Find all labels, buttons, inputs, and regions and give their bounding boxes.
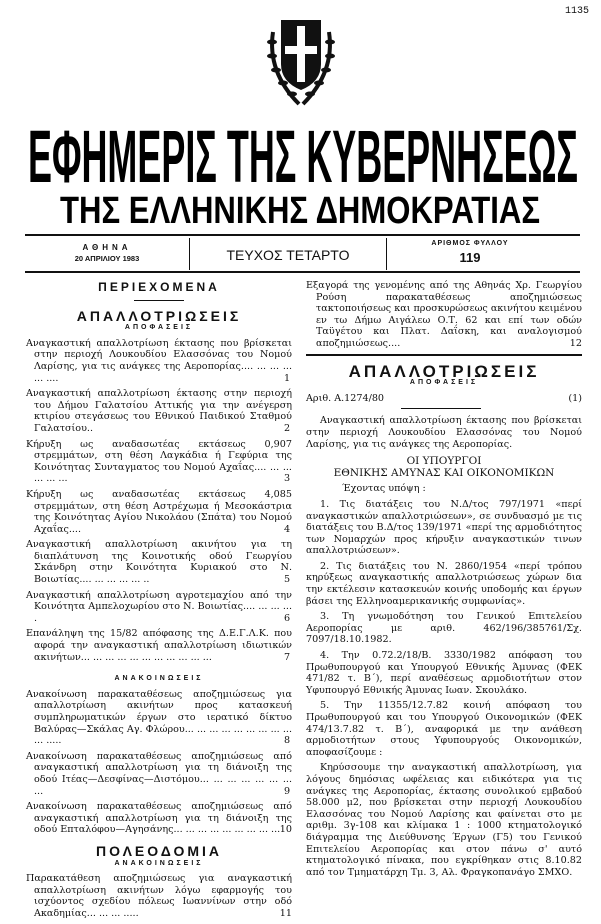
paragraph: 4. Την 0.72.2/18/Β. 3330/1982 απόφαση του Πρωθυπουργού και Υπουργού Εθνικής Άμυνας (ΦΕΚ 471/82 τ. Β΄), περί αναθέσεως αρμοδιοτήτων στον Υφυπουργό Εθνικής Άμυνας Ιωαν. Σκουλάκο.: [306, 650, 582, 696]
contents-entry[interactable]: Εξαγορά της γενομένης από της Αθηνάς Χρ. Γεωργίου Ρούση παρακαταθέσεως αποζημιώσεως τακτοποιήσεως και προσκυρώσεως ακινήτου κειμένου εν τω Δήμω Αιγάλεω Ο.Τ. 62 και επί των οδών Ταϋγέτου και Πλατ. Δαΐσκη, και αναλογισμού αποζημιώσεως.... 12: [306, 280, 582, 349]
contents-entry[interactable]: Επανάληψη της 15/82 απόφασης της Δ.Ε.Γ.Λ.Κ. που αφορά την αναγκαστική απαλλοτρίωση ιδιωτικών ακινήτων... ... ... ... ... ... ... ... ... ... ... 7: [26, 628, 292, 663]
section-subtitle: ΑΝΑΚΟΙΝΩΣΕΙΣ: [114, 859, 204, 867]
masthead-subtitle: [60, 190, 540, 232]
issue-series: ΤΕΥΧΟΣ ΤΕΤΑΡΤΟ: [226, 247, 350, 263]
contents-entry[interactable]: Ανακοίνωση παρακαταθέσεως αποζημιώσεως από αναγκαστική απαλλοτρίωση για τη διάνοιξη της οδού Επταλόφου—Αγησάνης... ... ... ... ... ... ... ... ... 10: [26, 801, 292, 836]
divider: [401, 408, 481, 409]
greek-coat-of-arms-icon: [263, 12, 339, 112]
contents-entry[interactable]: Παρακατάθεση αποζημιώσεως για αναγκαστική απαλλοτρίωση ακινήτων λόγω εφαρμογής του ισχύοντος σχεδίου πόλεως Ιωαννίνων στην οδό Ακαδημίας... ... ... ..... 11: [26, 873, 292, 919]
masthead-title: [28, 115, 578, 198]
contents-entry[interactable]: Ανακοίνωση παρακαταθέσεως αποζημιώσεως για απαλλοτρίωση ακινήτων προς κατασκευή συμπληρωματικών έργων στο ιερατικό δίκτυο Βαλύρας—Σκάλας Αγ. Φλώρου... ... ... ... ... ... ... ... ... ... ..... 8: [26, 688, 292, 747]
issue-number-label: ΑΡΙΘΜΟΣ ΦΥΛΛΟΥ: [431, 240, 509, 247]
section-title: ΑΠΑΛΛΟΤΡΙΩΣΕΙΣ: [348, 361, 540, 381]
issue-city: ΑΘΗΝΑ: [82, 243, 132, 252]
contents-entry[interactable]: Κήρυξη ως αναδασωτέας εκτάσεως 4,085 στρεμμάτων, στη θέση Αστρέχωμα ή Μεσοκάστρια της Κοινότητας Αγίου Νικολάου (Σπάτα) του Νομού Αχαΐας.... 4: [26, 488, 292, 535]
header-bottom-rule: [25, 271, 580, 273]
article-column: [306, 280, 582, 882]
contents-column: [26, 280, 292, 924]
authority-subtitle: ΕΘΝΙΚΗΣ ΑΜΥΝΑΣ ΚΑΙ ΟΙΚΟΝΟΜΙΚΩΝ: [333, 466, 555, 479]
authority-title: ΟΙ ΥΠΟΥΡΓΟΙ: [406, 455, 482, 468]
decision-summary: Αναγκαστική απαλλοτρίωση έκτασης που βρίσκεται στην περιοχή Λουκουδίου Ελασσόνας του Νομού Λαρίσης, για τις ανάγκες της Αεροπορίας.: [306, 415, 582, 450]
considering: Έχοντας υπόψη :: [342, 483, 426, 495]
paragraph: 3. Τη γνωμοδότηση του Γενικού Επιτελείου Αεροπορίας με αριθ. 462/196/385761/Σχ. 7097/18.10.1982.: [306, 611, 582, 646]
paragraph: Κηρύσσουμε την αναγκαστική απαλλοτρίωση, για λόγους δημόσιας ωφέλειας και ειδικότερα για τις ανάγκες της Αεροπορίας, έκτασης συνολικού εμβαδού 58.000 μ2, που βρίσκεται στην περιοχή Λουκουδίου Ελασσόνας του Νομού Λαρίσης και φαίνεται στο με αριθμ. 3γ-108 και κλίμακα 1 : 1000 κτηματολογικό διάγραμμα της Διεύθυνσης Έργων (Γ5) του Γενικού Επιτελείου Αεροπορίας και στον πάνω σ' αυτό κτηματολογικό πίνακα, που εγκρίθηκαν στις 8.10.82 από τον Τμηματάρχη Τμ. 3, Αλ. Φραγκοπανάγο ΣΜΧΟ.: [306, 762, 582, 878]
divider: [306, 354, 582, 356]
contents-entry[interactable]: Κήρυξη ως αναδασωτέας εκτάσεως 0,907 στρεμμάτων, στη θέση Λαγκάδια ή Γεφύρια της Κοινότητας Συνταγματος του Νομού Αχαΐας.... ... ... ... ... ... 3: [26, 438, 292, 485]
page-number: 1135: [564, 6, 589, 17]
divider: [134, 300, 184, 301]
svg-text:ΤΗΣ ΕΛΛΗΝΙΚΗΣ ΔΗΜΟΚΡΑΤΙΑΣ: ΤΗΣ ΕΛΛΗΝΙΚΗΣ ΔΗΜΟΚΡΑΤΙΑΣ: [60, 190, 540, 232]
contents-heading: ΠΕΡΙΕΧΟΜΕΝΑ: [98, 280, 220, 294]
contents-entry[interactable]: Αναγκαστική απαλλοτρίωση ακινήτου για τη διαπλάτυνση της Κοινοτικής οδού Γεωργίου Σκάνδρη στην Κοινότητα Κυριακού στο Ν. Βοιωτίας.... ... ... ... ... .. 5: [26, 539, 292, 586]
contents-entry[interactable]: Αναγκαστική απαλλοτρίωση έκτασης που βρίσκεται στην περιοχή Λουκουδίου Ελασσόνας του Νομού Λαρίσης, για τις ανάγκες της Αεροπορίας.... ... ... ... ... .... 1: [26, 337, 292, 384]
issue-date: 20 ΑΠΡΙΛΙΟΥ 1983: [74, 254, 140, 263]
issue-number: 119: [459, 250, 481, 265]
contents-entry[interactable]: Ανακοίνωση παρακαταθέσεως αποζημιώσεως από αναγκαστική απαλλοτρίωση για τη διάνοιξη της οδού Ιτέας—Δεσφίνας—Διστόμου... ... ... ... ... ... ... ... 9: [26, 750, 292, 797]
contents-entry[interactable]: Αναγκαστική απαλλοτρίωση αγροτεμαχίου από την Κοινότητα Αμπελοχωρίου στο Ν. Βοιωτίας.... ... ... ... . 6: [26, 589, 292, 624]
paragraph: 2. Τις διατάξεις του Ν. 2860/1954 «περί τρόπου κηρύξεως αναγκαστικής απαλλοτριώσεως χώρων δια την εκτέλεσιν κατασκευών κοινής υποδομής και έργων βάσει της Ελληνοαμερικανικής συμφωνίας».: [306, 560, 582, 607]
section-title: ΠΟΛΕΟΔΟΜΙΑ: [95, 842, 223, 859]
paragraph: 5. Την 11355/12.7.82 κοινή απόφαση του Πρωθυπουργού και του Υπουργού Οικονομικών (ΦΕΚ 474/13.7.82 τ. Β΄), αναφορικά με την ανάθεση αρμοδιοτήτων στους Υφυπουργούς Οικονομικών, αποφασίζουμε :: [306, 700, 582, 758]
divider: [386, 238, 387, 270]
decision-number: (1): [568, 392, 582, 404]
contents-entry[interactable]: Αναγκαστική απαλλοτρίωση έκτασης στην περιοχή του Δήμου Γαλατσίου Αττικής για την ανέγερση κτιρίου στεγάσεως του Εθνικού Παιδικού Σταθμού Γαλατσίου.. 2: [26, 388, 292, 434]
decision-ref: Αριθ. Α.1274/80: [306, 392, 385, 404]
section-subtitle: ΑΠΟΦΑΣΕΙΣ: [124, 324, 194, 332]
section-subtitle: ΑΝΑΚΟΙΝΩΣΕΙΣ: [114, 675, 204, 683]
section-title: ΑΠΑΛΛΟΤΡΙΩΣΕΙΣ: [76, 307, 242, 324]
section-subtitle: ΑΠΟΦΑΣΕΙΣ: [409, 379, 479, 387]
header-top-rule: [25, 234, 580, 236]
paragraph: 1. Τις διατάξεις του Ν.Δ/τος 797/1971 «περί αναγκαστικών απαλλοτριώσεων», σε συνδυασμό με τις διατάξεις του Β.Δ/τος 139/1971 «περί της αρμοδιότητος των Νομαρχών προς κήρυξιν αναγκαστικών τινων απαλλοτριώσεων».: [306, 498, 582, 557]
svg-text:ΕΦΗΜΕΡΙΣ ΤΗΣ ΚΥΒΕΡΝΗΣΕΩΣ: ΕΦΗΜΕΡΙΣ ΤΗΣ ΚΥΒΕΡΝΗΣΕΩΣ: [28, 115, 578, 198]
